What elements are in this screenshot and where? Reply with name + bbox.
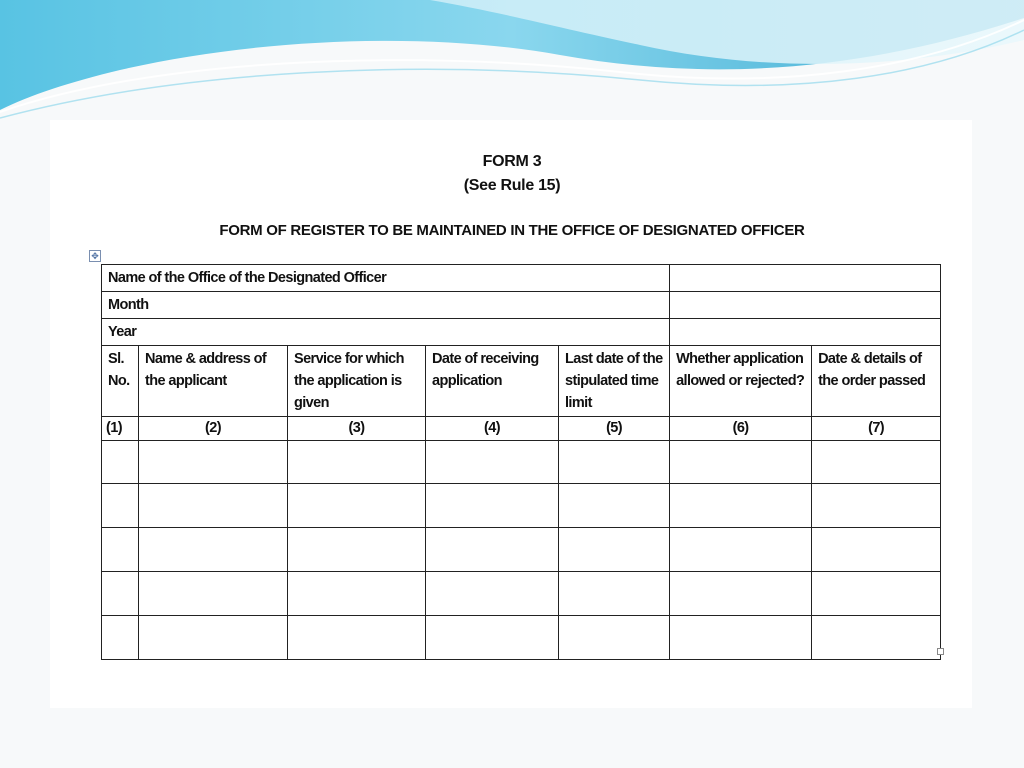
register-entries xyxy=(102,441,941,660)
column-number: (2) xyxy=(139,417,288,441)
entry-cell[interactable] xyxy=(559,528,670,572)
entry-cell[interactable] xyxy=(670,484,812,528)
column-header: Whether application allowed or rejected? xyxy=(670,346,812,417)
entry-cell[interactable] xyxy=(102,572,139,616)
entry-cell[interactable] xyxy=(102,484,139,528)
entry-cell[interactable] xyxy=(102,441,139,484)
entry-cell[interactable] xyxy=(139,528,288,572)
info-label: Name of the Office of the Designated Officer xyxy=(102,265,670,292)
info-row xyxy=(102,292,941,319)
column-number-row xyxy=(102,417,941,441)
entry-cell[interactable] xyxy=(288,484,426,528)
table-row xyxy=(102,616,941,660)
rule-reference: (See Rule 15) xyxy=(463,177,561,194)
entry-cell[interactable] xyxy=(139,572,288,616)
entry-cell[interactable] xyxy=(288,572,426,616)
column-number: (3) xyxy=(288,417,426,441)
entry-cell[interactable] xyxy=(139,616,288,660)
column-header: Sl. No. xyxy=(102,346,139,417)
table-row xyxy=(102,572,941,616)
entry-cell[interactable] xyxy=(426,572,559,616)
column-header: Date of receiving application xyxy=(426,346,559,417)
entry-cell[interactable] xyxy=(670,441,812,484)
entry-cell[interactable] xyxy=(812,572,941,616)
info-label: Month xyxy=(102,292,670,319)
entry-cell[interactable] xyxy=(288,441,426,484)
table-row xyxy=(102,441,941,484)
info-value-cell[interactable] xyxy=(670,319,941,346)
entry-cell[interactable] xyxy=(426,616,559,660)
column-header: Date & details of the order passed xyxy=(812,346,941,417)
entry-cell[interactable] xyxy=(559,616,670,660)
register-table xyxy=(101,264,941,660)
form-heading: FORM OF REGISTER TO BE MAINTAINED IN THE OFFICE OF DESIGNATED OFFICER xyxy=(219,222,805,239)
entry-cell[interactable] xyxy=(426,528,559,572)
column-header-row xyxy=(102,346,941,417)
column-header: Last date of the stipulated time limit xyxy=(559,346,670,417)
info-row xyxy=(102,265,941,292)
column-header: Service for which the application is given xyxy=(288,346,426,417)
entry-cell[interactable] xyxy=(426,484,559,528)
column-number: (7) xyxy=(812,417,941,441)
entry-cell[interactable] xyxy=(670,528,812,572)
column-number: (1) xyxy=(102,417,139,441)
info-value-cell[interactable] xyxy=(670,292,941,319)
entry-cell[interactable] xyxy=(812,528,941,572)
info-label: Year xyxy=(102,319,670,346)
entry-cell[interactable] xyxy=(559,484,670,528)
column-number: (4) xyxy=(426,417,559,441)
entry-cell[interactable] xyxy=(139,484,288,528)
table-resize-handle[interactable] xyxy=(937,648,944,655)
entry-cell[interactable] xyxy=(288,528,426,572)
entry-cell[interactable] xyxy=(812,616,941,660)
entry-cell[interactable] xyxy=(139,441,288,484)
table-row xyxy=(102,528,941,572)
column-number: (6) xyxy=(670,417,812,441)
entry-cell[interactable] xyxy=(670,616,812,660)
header-wave-banner xyxy=(0,0,1024,130)
entry-cell[interactable] xyxy=(670,572,812,616)
entry-cell[interactable] xyxy=(559,441,670,484)
entry-cell[interactable] xyxy=(102,616,139,660)
column-number: (5) xyxy=(559,417,670,441)
entry-cell[interactable] xyxy=(812,484,941,528)
entry-cell[interactable] xyxy=(102,528,139,572)
form-number: FORM 3 xyxy=(482,153,542,170)
info-row xyxy=(102,319,941,346)
table-move-handle-icon[interactable]: ✥ xyxy=(89,250,101,262)
entry-cell[interactable] xyxy=(559,572,670,616)
entry-cell[interactable] xyxy=(426,441,559,484)
entry-cell[interactable] xyxy=(812,441,941,484)
entry-cell[interactable] xyxy=(288,616,426,660)
table-row xyxy=(102,484,941,528)
info-value-cell[interactable] xyxy=(670,265,941,292)
column-header: Name & address of the applicant xyxy=(139,346,288,417)
